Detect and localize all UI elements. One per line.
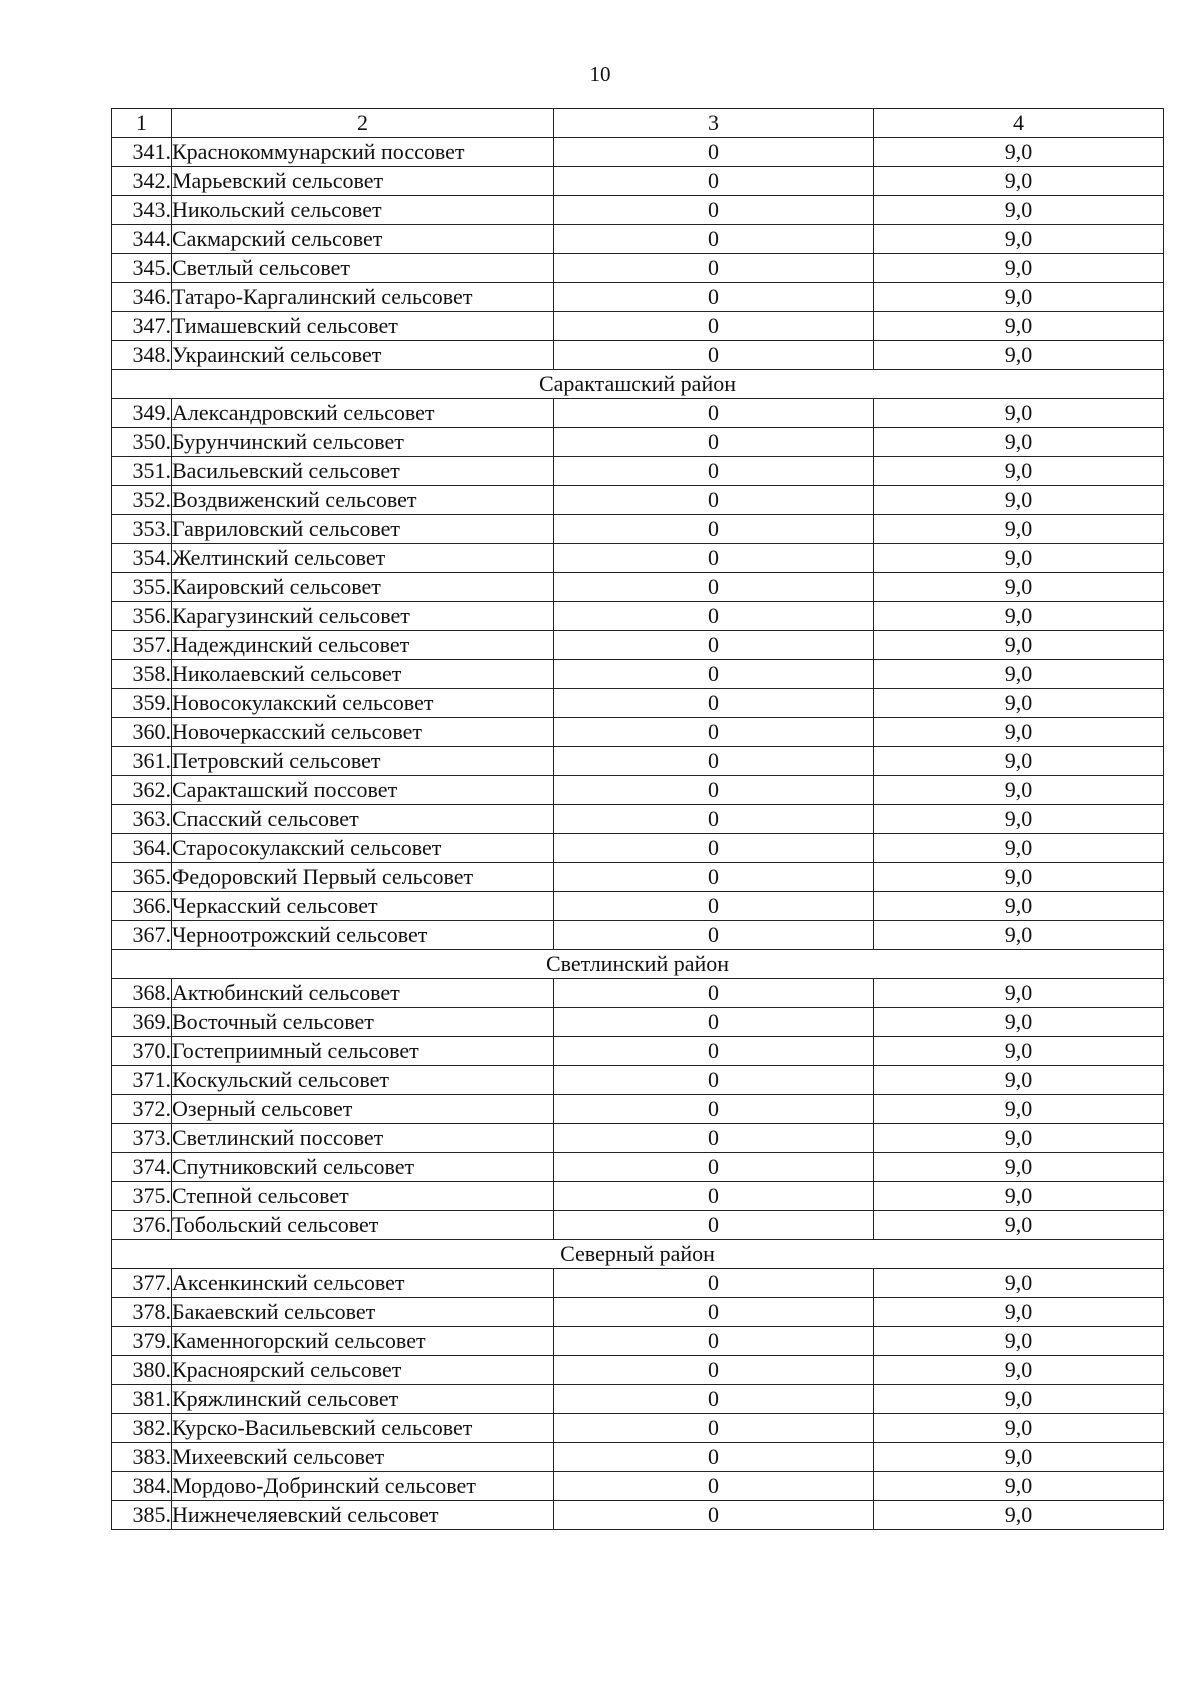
row-number: 373.: [112, 1124, 172, 1153]
value-col4: 9,0: [874, 283, 1164, 312]
row-number: 359.: [112, 689, 172, 718]
value-col4: 9,0: [874, 1124, 1164, 1153]
row-number: 352.: [112, 486, 172, 515]
value-col3: 0: [554, 1443, 874, 1472]
column-header-4: 4: [874, 109, 1164, 138]
value-col3: 0: [554, 167, 874, 196]
settlement-name: Спутниковский сельсовет: [172, 1153, 554, 1182]
value-col4: 9,0: [874, 1066, 1164, 1095]
settlement-name: Каировский сельсовет: [172, 573, 554, 602]
column-header-1: 1: [112, 109, 172, 138]
row-number: 343.: [112, 196, 172, 225]
value-col4: 9,0: [874, 167, 1164, 196]
table-row: [112, 341, 1164, 370]
value-col4: 9,0: [874, 1211, 1164, 1240]
table-row: [112, 1008, 1164, 1037]
value-col3: 0: [554, 1182, 874, 1211]
row-number: 349.: [112, 399, 172, 428]
value-col4: 9,0: [874, 718, 1164, 747]
row-number: 375.: [112, 1182, 172, 1211]
settlement-name: Кряжлинский сельсовет: [172, 1385, 554, 1414]
value-col3: 0: [554, 1095, 874, 1124]
row-number: 374.: [112, 1153, 172, 1182]
settlement-name: Новосокулакский сельсовет: [172, 689, 554, 718]
value-col3: 0: [554, 225, 874, 254]
table-row: [112, 283, 1164, 312]
settlement-name: Спасский сельсовет: [172, 805, 554, 834]
settlement-name: Нижнечеляевский сельсовет: [172, 1501, 554, 1530]
row-number: 372.: [112, 1095, 172, 1124]
table-row: [112, 1327, 1164, 1356]
value-col4: 9,0: [874, 660, 1164, 689]
value-col4: 9,0: [874, 979, 1164, 1008]
settlement-name: Воздвиженский сельсовет: [172, 486, 554, 515]
row-number: 385.: [112, 1501, 172, 1530]
table-row: [112, 1211, 1164, 1240]
settlement-name: Краснокоммунарский поссовет: [172, 138, 554, 167]
value-col4: 9,0: [874, 631, 1164, 660]
settlement-name: Надеждинский сельсовет: [172, 631, 554, 660]
row-number: 346.: [112, 283, 172, 312]
table-row: [112, 428, 1164, 457]
settlement-name: Старосокулакский сельсовет: [172, 834, 554, 863]
value-col3: 0: [554, 689, 874, 718]
settlement-name: Васильевский сельсовет: [172, 457, 554, 486]
row-number: 363.: [112, 805, 172, 834]
settlement-name: Украинский сельсовет: [172, 341, 554, 370]
settlement-name: Тобольский сельсовет: [172, 1211, 554, 1240]
table-row: [112, 805, 1164, 834]
settlement-name: Сакмарский сельсовет: [172, 225, 554, 254]
table-row: [112, 1472, 1164, 1501]
value-col3: 0: [554, 602, 874, 631]
value-col3: 0: [554, 544, 874, 573]
value-col3: 0: [554, 921, 874, 950]
value-col4: 9,0: [874, 863, 1164, 892]
table-row: [112, 1385, 1164, 1414]
settlement-name: Бурунчинский сельсовет: [172, 428, 554, 457]
row-number: 368.: [112, 979, 172, 1008]
district-header-row: [112, 950, 1164, 979]
table-row: [112, 544, 1164, 573]
row-number: 347.: [112, 312, 172, 341]
value-col4: 9,0: [874, 515, 1164, 544]
table-row: [112, 254, 1164, 283]
value-col3: 0: [554, 399, 874, 428]
value-col4: 9,0: [874, 892, 1164, 921]
value-col4: 9,0: [874, 138, 1164, 167]
row-number: 362.: [112, 776, 172, 805]
settlement-name: Петровский сельсовет: [172, 747, 554, 776]
row-number: 380.: [112, 1356, 172, 1385]
settlement-name: Коскульский сельсовет: [172, 1066, 554, 1095]
table-row: [112, 225, 1164, 254]
settlement-name: Черноотрожский сельсовет: [172, 921, 554, 950]
value-col4: 9,0: [874, 1472, 1164, 1501]
settlement-name: Карагузинский сельсовет: [172, 602, 554, 631]
settlement-name: Восточный сельсовет: [172, 1008, 554, 1037]
value-col3: 0: [554, 1124, 874, 1153]
table-row: [112, 1095, 1164, 1124]
settlement-name: Желтинский сельсовет: [172, 544, 554, 573]
row-number: 351.: [112, 457, 172, 486]
table-body: [112, 109, 1164, 1530]
table-row: [112, 631, 1164, 660]
table-row: [112, 1414, 1164, 1443]
value-col3: 0: [554, 1269, 874, 1298]
value-col4: 9,0: [874, 573, 1164, 602]
value-col3: 0: [554, 428, 874, 457]
value-col4: 9,0: [874, 1095, 1164, 1124]
row-number: 364.: [112, 834, 172, 863]
table-row: [112, 1443, 1164, 1472]
row-number: 381.: [112, 1385, 172, 1414]
row-number: 369.: [112, 1008, 172, 1037]
table-row: [112, 1182, 1164, 1211]
settlement-name: Михеевский сельсовет: [172, 1443, 554, 1472]
value-col4: 9,0: [874, 1501, 1164, 1530]
settlement-name: Татаро-Каргалинский сельсовет: [172, 283, 554, 312]
value-col3: 0: [554, 631, 874, 660]
row-number: 345.: [112, 254, 172, 283]
page-number: 10: [589, 62, 611, 86]
row-number: 350.: [112, 428, 172, 457]
value-col4: 9,0: [874, 776, 1164, 805]
district-name: Светлинский район: [112, 950, 1164, 979]
settlement-name: Аксенкинский сельсовет: [172, 1269, 554, 1298]
row-number: 377.: [112, 1269, 172, 1298]
column-header-2: 2: [172, 109, 554, 138]
table-row: [112, 1269, 1164, 1298]
district-header-row: [112, 370, 1164, 399]
value-col4: 9,0: [874, 254, 1164, 283]
table-row: [112, 892, 1164, 921]
table-row: [112, 486, 1164, 515]
data-table: [111, 108, 1164, 1530]
value-col3: 0: [554, 1472, 874, 1501]
row-number: 342.: [112, 167, 172, 196]
value-col3: 0: [554, 1008, 874, 1037]
table-row: [112, 312, 1164, 341]
table-row: [112, 1501, 1164, 1530]
value-col4: 9,0: [874, 1327, 1164, 1356]
row-number: 371.: [112, 1066, 172, 1095]
row-number: 354.: [112, 544, 172, 573]
value-col4: 9,0: [874, 921, 1164, 950]
value-col3: 0: [554, 515, 874, 544]
row-number: 379.: [112, 1327, 172, 1356]
table-row: [112, 573, 1164, 602]
row-number: 360.: [112, 718, 172, 747]
settlement-name: Новочеркасский сельсовет: [172, 718, 554, 747]
row-number: 383.: [112, 1443, 172, 1472]
district-name: Северный район: [112, 1240, 1164, 1269]
value-col4: 9,0: [874, 196, 1164, 225]
value-col4: 9,0: [874, 1443, 1164, 1472]
value-col4: 9,0: [874, 457, 1164, 486]
value-col4: 9,0: [874, 1182, 1164, 1211]
table-row: [112, 515, 1164, 544]
table-row: [112, 689, 1164, 718]
value-col3: 0: [554, 1414, 874, 1443]
table-row: [112, 1066, 1164, 1095]
table-row: [112, 1153, 1164, 1182]
value-col3: 0: [554, 776, 874, 805]
table-row: [112, 747, 1164, 776]
value-col4: 9,0: [874, 1385, 1164, 1414]
table-row: [112, 776, 1164, 805]
row-number: 366.: [112, 892, 172, 921]
settlement-name: Светлый сельсовет: [172, 254, 554, 283]
value-col3: 0: [554, 573, 874, 602]
settlement-name: Мордово-Добринский сельсовет: [172, 1472, 554, 1501]
table-row: [112, 1298, 1164, 1327]
value-col3: 0: [554, 1066, 874, 1095]
value-col3: 0: [554, 892, 874, 921]
value-col4: 9,0: [874, 602, 1164, 631]
value-col4: 9,0: [874, 1269, 1164, 1298]
row-number: 382.: [112, 1414, 172, 1443]
row-number: 344.: [112, 225, 172, 254]
settlement-name: Черкасский сельсовет: [172, 892, 554, 921]
settlement-name: Актюбинский сельсовет: [172, 979, 554, 1008]
settlement-name: Марьевский сельсовет: [172, 167, 554, 196]
settlement-name: Светлинский поссовет: [172, 1124, 554, 1153]
value-col3: 0: [554, 341, 874, 370]
settlement-name: Никольский сельсовет: [172, 196, 554, 225]
table-row: [112, 167, 1164, 196]
value-col3: 0: [554, 283, 874, 312]
value-col4: 9,0: [874, 747, 1164, 776]
value-col4: 9,0: [874, 312, 1164, 341]
value-col3: 0: [554, 486, 874, 515]
settlement-name: Бакаевский сельсовет: [172, 1298, 554, 1327]
settlement-name: Федоровский Первый сельсовет: [172, 863, 554, 892]
row-number: 384.: [112, 1472, 172, 1501]
row-number: 357.: [112, 631, 172, 660]
settlement-name: Гостеприимный сельсовет: [172, 1037, 554, 1066]
row-number: 358.: [112, 660, 172, 689]
row-number: 367.: [112, 921, 172, 950]
value-col4: 9,0: [874, 1356, 1164, 1385]
value-col4: 9,0: [874, 486, 1164, 515]
value-col4: 9,0: [874, 1298, 1164, 1327]
value-col3: 0: [554, 1385, 874, 1414]
table-row: [112, 1037, 1164, 1066]
value-col3: 0: [554, 979, 874, 1008]
column-header-3: 3: [554, 109, 874, 138]
header-row: [112, 109, 1164, 138]
value-col3: 0: [554, 312, 874, 341]
row-number: 361.: [112, 747, 172, 776]
value-col3: 0: [554, 834, 874, 863]
table-row: [112, 834, 1164, 863]
value-col3: 0: [554, 805, 874, 834]
value-col4: 9,0: [874, 1037, 1164, 1066]
row-number: 376.: [112, 1211, 172, 1240]
value-col4: 9,0: [874, 805, 1164, 834]
value-col4: 9,0: [874, 225, 1164, 254]
value-col3: 0: [554, 718, 874, 747]
settlement-name: Николаевский сельсовет: [172, 660, 554, 689]
value-col3: 0: [554, 1211, 874, 1240]
value-col3: 0: [554, 196, 874, 225]
settlement-name: Александровский сельсовет: [172, 399, 554, 428]
row-number: 365.: [112, 863, 172, 892]
table-row: [112, 457, 1164, 486]
value-col3: 0: [554, 747, 874, 776]
table-row: [112, 399, 1164, 428]
value-col3: 0: [554, 1298, 874, 1327]
value-col4: 9,0: [874, 1008, 1164, 1037]
table-row: [112, 602, 1164, 631]
value-col3: 0: [554, 1327, 874, 1356]
value-col4: 9,0: [874, 544, 1164, 573]
row-number: 341.: [112, 138, 172, 167]
settlement-name: Саракташский поссовет: [172, 776, 554, 805]
row-number: 348.: [112, 341, 172, 370]
value-col4: 9,0: [874, 1414, 1164, 1443]
district-name: Саракташский район: [112, 370, 1164, 399]
table-row: [112, 921, 1164, 950]
settlement-name: Гавриловский сельсовет: [172, 515, 554, 544]
row-number: 370.: [112, 1037, 172, 1066]
row-number: 355.: [112, 573, 172, 602]
settlement-name: Озерный сельсовет: [172, 1095, 554, 1124]
settlement-name: Курско-Васильевский сельсовет: [172, 1414, 554, 1443]
table-row: [112, 1356, 1164, 1385]
table-row: [112, 660, 1164, 689]
value-col3: 0: [554, 138, 874, 167]
row-number: 378.: [112, 1298, 172, 1327]
value-col3: 0: [554, 1037, 874, 1066]
settlement-name: Степной сельсовет: [172, 1182, 554, 1211]
value-col4: 9,0: [874, 428, 1164, 457]
table-row: [112, 863, 1164, 892]
value-col4: 9,0: [874, 689, 1164, 718]
district-header-row: [112, 1240, 1164, 1269]
table-row: [112, 979, 1164, 1008]
table-row: [112, 138, 1164, 167]
table-row: [112, 718, 1164, 747]
value-col3: 0: [554, 254, 874, 283]
table-row: [112, 1124, 1164, 1153]
value-col4: 9,0: [874, 399, 1164, 428]
value-col4: 9,0: [874, 1153, 1164, 1182]
value-col3: 0: [554, 863, 874, 892]
settlement-name: Тимашевский сельсовет: [172, 312, 554, 341]
settlement-name: Красноярский сельсовет: [172, 1356, 554, 1385]
table-row: [112, 196, 1164, 225]
value-col3: 0: [554, 457, 874, 486]
settlement-name: Каменногорский сельсовет: [172, 1327, 554, 1356]
value-col3: 0: [554, 1501, 874, 1530]
value-col3: 0: [554, 1356, 874, 1385]
value-col3: 0: [554, 1153, 874, 1182]
value-col3: 0: [554, 660, 874, 689]
row-number: 356.: [112, 602, 172, 631]
row-number: 353.: [112, 515, 172, 544]
value-col4: 9,0: [874, 834, 1164, 863]
value-col4: 9,0: [874, 341, 1164, 370]
